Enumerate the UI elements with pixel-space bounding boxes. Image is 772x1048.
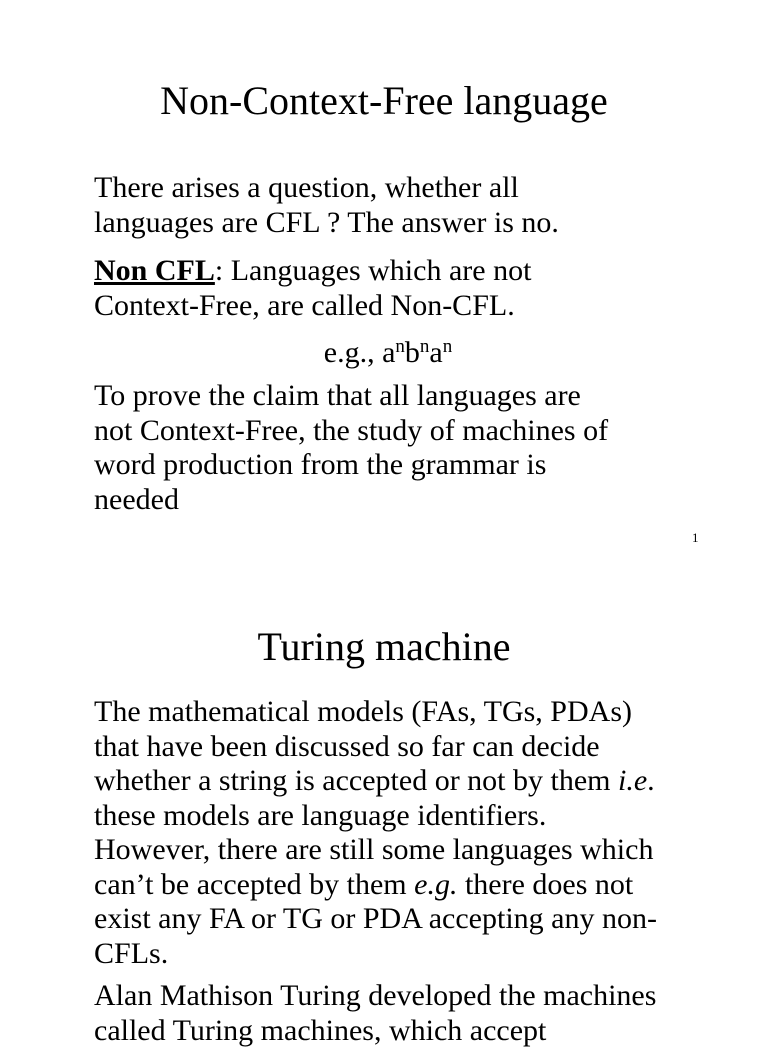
turing-line: The mathematical models (FAs, TGs, PDAs) (94, 695, 714, 730)
ie-abbrev: i.e (618, 764, 647, 797)
turing-line: Alan Mathison Turing developed the machines (94, 979, 714, 1014)
turing-line: that have been discussed so far can decide (94, 730, 714, 765)
turing-line (94, 868, 714, 903)
intro-line-1: There arises a question, whether all (94, 171, 714, 206)
definition-line-1 (94, 254, 714, 289)
turing-line-text: can’t be accepted by them (94, 868, 414, 901)
example-a: a (429, 336, 442, 369)
example-exp-n: n (420, 336, 430, 357)
page-number: 1 (692, 530, 699, 546)
proof-line: not Context-Free, the study of machines of (94, 414, 714, 449)
turing-line-text: there does not (457, 868, 633, 901)
turing-line-text: whether a string is accepted or not by them (94, 764, 618, 797)
definition-text: : Languages which are not (215, 254, 532, 287)
proof-line: To prove the claim that all languages are (94, 379, 714, 414)
example-a: a (382, 336, 395, 369)
turing-paragraph-2 (94, 979, 714, 1048)
turing-line: However, there are still some languages which (94, 833, 714, 868)
example-exp-n: n (443, 336, 453, 357)
example-expression (0, 336, 772, 370)
proof-paragraph (94, 379, 714, 517)
turing-paragraph-1 (94, 695, 714, 971)
proof-line: word production from the grammar is (94, 448, 714, 483)
definition-paragraph (94, 254, 714, 323)
turing-line-text: . (647, 764, 655, 797)
turing-line (94, 764, 714, 799)
definition-line-2: Context-Free, are called Non-CFL. (94, 289, 714, 324)
example-b: b (405, 336, 420, 369)
example-exp-n: n (395, 336, 405, 357)
turing-line: called Turing machines, which accept (94, 1014, 714, 1048)
turing-line: CFLs. (94, 937, 714, 972)
turing-line: exist any FA or TG or PDA accepting any non- (94, 902, 714, 937)
eg-abbrev: e.g. (414, 868, 457, 901)
intro-paragraph (94, 171, 714, 240)
slide-title-non-cfl: Non-Context-Free language (0, 78, 768, 124)
turing-line: these models are language identifiers. (94, 799, 714, 834)
intro-line-2: languages are CFL ? The answer is no. (94, 206, 714, 241)
definition-term: Non CFL (94, 254, 215, 287)
slide-title-turing-machine: Turing machine (0, 624, 768, 670)
proof-line: needed (94, 483, 714, 518)
example-prefix: e.g., (324, 336, 382, 369)
